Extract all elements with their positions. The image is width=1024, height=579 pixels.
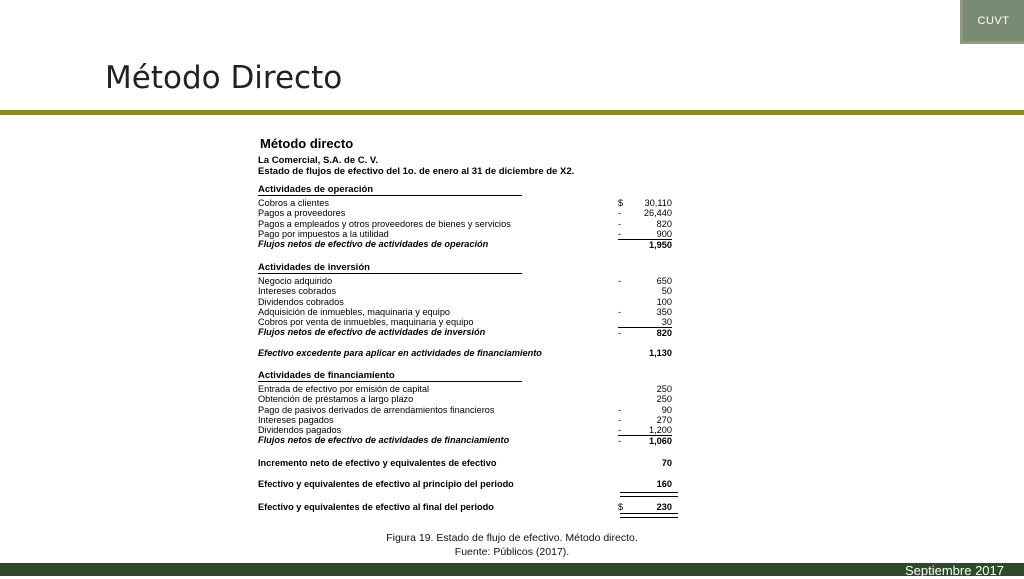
section-title: Actividades de inversión: [258, 262, 522, 274]
incremento-row: Incremento neto de efectivo y equivalentes de efectivo 70: [258, 458, 672, 468]
footer-bar: [0, 563, 1024, 576]
section-total: Flujos netos de efectivo de actividades de financiamiento - 1,060: [258, 435, 672, 447]
section-operacion: [258, 184, 688, 249]
table-row: Pago por impuestos a la utilidad - 900: [258, 228, 672, 239]
final-double-rule: [620, 513, 678, 518]
table-row: Cobros a clientes $ 30,110: [258, 198, 672, 208]
cash-flow-statement: [258, 136, 688, 512]
principio-row: Efectivo y equivalentes de efectivo al principio del periodo 160: [258, 479, 672, 489]
table-row: Negocio adquirido - 650: [258, 276, 672, 286]
logo-text: CUVT: [963, 0, 1024, 41]
table-row: Pago de pasivos derivados de arrendamientos financieros - 90: [258, 404, 672, 415]
table-row: Adquisición de inmuebles, maquinaria y equipo - 350: [258, 306, 672, 317]
final-row: Efectivo y equivalentes de efectivo al final del periodo $ 230: [258, 502, 672, 512]
section-title: Actividades de operación: [258, 184, 522, 196]
company-name: La Comercial, S.A. de C. V.: [258, 155, 379, 166]
section-total: Flujos netos de efectivo de actividades de operación 1,950: [258, 239, 672, 251]
table-row: Obtención de préstamos a largo plazo 250: [258, 394, 672, 405]
table-row: Pagos a empleados y otros proveedores de bienes y servicios - 820: [258, 218, 672, 229]
footer-date: Septiembre 2017: [904, 563, 1004, 578]
table-row: Intereses cobrados 50: [258, 286, 672, 297]
statement-heading: Método directo: [260, 136, 354, 151]
table-row: Cobros por venta de inmuebles, maquinaria y equipo 30: [258, 317, 672, 328]
table-row: Entrada de efectivo por emisión de capital 250: [258, 384, 672, 394]
subtotal-rule: [620, 492, 678, 497]
figure-source: Fuente: Públicos (2017).: [454, 546, 570, 558]
logo: [960, 0, 1024, 44]
table-row: Intereses pagados - 270: [258, 414, 672, 425]
title-divider: [0, 110, 1024, 115]
table-row: Dividendos pagados - 1,200: [258, 425, 672, 436]
table-row: Dividendos cobrados 100: [258, 296, 672, 307]
section-title: Actividades de financiamiento: [258, 370, 522, 382]
section-financiamiento: [258, 370, 688, 446]
slide-title: Método Directo: [105, 60, 343, 96]
section-inversion: [258, 262, 688, 338]
table-row: Pagos a proveedores - 26,440: [258, 208, 672, 219]
statement-subtitle: Estado de flujos de efectivo del 1o. de enero al 31 de diciembre de X2.: [258, 166, 575, 177]
excedente-row: Efectivo excedente para aplicar en actividades de financiamiento 1,130: [258, 348, 672, 358]
figure-caption: Figura 19. Estado de flujo de efectivo. Método directo.: [386, 532, 638, 544]
section-total: Flujos netos de efectivo de actividades de inversión - 820: [258, 327, 672, 339]
